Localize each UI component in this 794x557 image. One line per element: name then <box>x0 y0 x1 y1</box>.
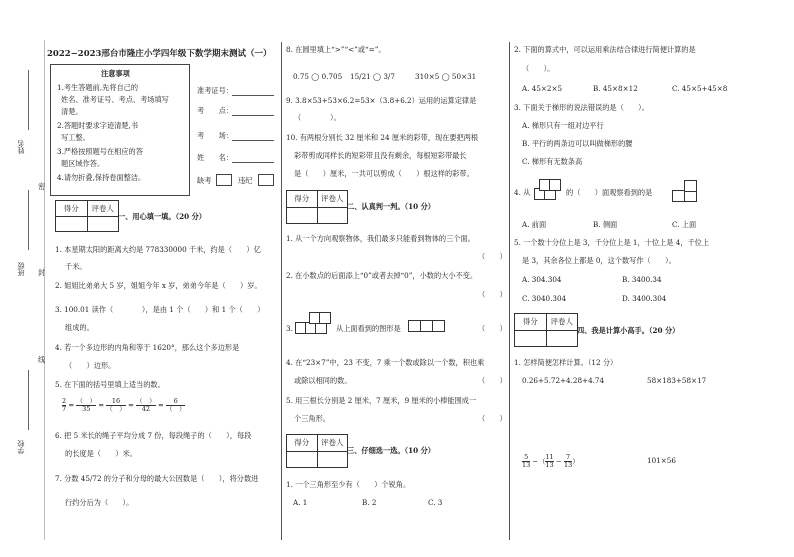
judge-4-line1: 4. 在“23×7”中，23 不变，7 乘一个数或除以一个数，积也乘 <box>286 358 485 367</box>
choice-3-option-a[interactable]: A. 梯形只有一组对边平行 <box>522 121 604 130</box>
score-label: 得分 <box>287 191 318 207</box>
q2: 2. 姐姐比弟弟大 5 岁，姐姐今年 x 岁，弟弟今年是（ ）岁。 <box>55 281 262 290</box>
fraction: $\frac{5}{13}$ <box>522 453 531 469</box>
section-4-title: 四、我是计算小高手。（20 分） <box>577 326 680 335</box>
column-divider-2 <box>509 42 510 540</box>
cube-stack-icon <box>295 310 335 340</box>
binding-school-label: 学校 <box>17 440 25 454</box>
choice-4-option-b[interactable]: B. 侧面 <box>593 220 618 229</box>
score-cell[interactable] <box>515 331 547 347</box>
judge-3-number: 3. <box>286 324 293 333</box>
choice-5-line2: 是 3，其余各位上都是 0，这个数写作（ ）。 <box>522 256 676 265</box>
notice-item: 姓名、准考证号、考点、考场填写 <box>61 95 169 104</box>
fraction: $\frac{16}{( )}$ <box>106 397 126 413</box>
site-label: 考 点： <box>197 106 233 115</box>
notice-item: 写工整。 <box>61 133 90 142</box>
room-label: 考 场： <box>197 131 233 140</box>
score-box-s3 <box>286 434 348 468</box>
site-field[interactable] <box>232 115 274 116</box>
section-3-title: 三、仔细选一选。（10 分） <box>347 446 435 455</box>
notice-item: 清楚。 <box>61 107 83 116</box>
choice-2: 2. 下面的算式中，可以运用乘法结合律进行简便计算的是 <box>514 45 696 54</box>
binding-fill-school <box>28 370 29 430</box>
q10-line1: 10. 有两根分别长 32 厘米和 24 厘米的彩带，现在要把两根 <box>286 133 479 142</box>
calc-1a: 0.26+5.72+4.28+4.74 <box>522 376 605 385</box>
fraction: $\frac{11}{13}$ <box>545 453 554 469</box>
judge-4-line2: 或除以相同的数。 <box>294 376 352 385</box>
score-cell[interactable] <box>56 217 88 232</box>
choice-4-option-c[interactable]: C. 上面 <box>672 220 697 229</box>
choice-3: 3. 下面关于梯形的说法错误的是（ ）。 <box>514 103 649 112</box>
binding-fill-class <box>28 190 29 250</box>
exam-title: 2022−2023邢台市隆庄小学四年级下数学期末测试（一） <box>47 49 272 59</box>
choice-2-paren: （ ）。 <box>522 64 555 73</box>
q7-line1: 7. 分数 45/72 的分子和分母的最大公因数是（ ），将分数进 <box>55 474 259 483</box>
score-box-s4 <box>514 313 578 347</box>
q5: 5. 在下面的括号里填上适当的数。 <box>55 380 165 389</box>
q10-line3: 是（ ）厘米，一共可以剪成（ ）根这样的彩带。 <box>294 169 474 178</box>
fraction: $\frac{( )}{42}$ <box>136 397 156 413</box>
section-2-title: 二、认真判一判。（10 分） <box>347 202 435 211</box>
q6-line1: 6. 把 5 米长的绳子平均分成 7 份，每段绳子的（ ），每段 <box>55 431 252 440</box>
calc-1c: $\frac{5}{13}$ −（ $\frac{11}{13}$ − $\frac{7}{13}$ ） <box>522 453 580 469</box>
notice-item: 3.严格按照题号在相应的答 <box>57 147 143 156</box>
score-box-s2 <box>286 190 348 224</box>
q6-line2: 的长度是（ ）米。 <box>65 449 137 458</box>
violation-checkbox[interactable] <box>258 174 274 186</box>
grader-label: 评卷人 <box>550 317 573 327</box>
q4-line1: 4. 若一个多边形的内角和等于 1620°，那么这个多边形是 <box>55 343 240 352</box>
judge-5-line1: 5. 用三根长分别是 2 厘米，7 厘米，9 厘米的小棒能围成一 <box>286 396 477 405</box>
score-box-s1 <box>55 200 119 232</box>
column-divider-1 <box>281 42 282 540</box>
admit-number-label: 准考证号： <box>197 86 233 95</box>
choice-2-option-b[interactable]: B. 45×8×12 <box>593 84 638 93</box>
q7-line2: 行约分后为（ ）。 <box>65 498 134 507</box>
judge-4-paren[interactable]: （ ） <box>478 376 507 385</box>
notice-item: 1.考生答题前,先将自己的 <box>57 83 139 92</box>
q9-line1: 9. 3.8×53+53×6.2=53×（3.8+6.2）运用的运算定律是 <box>286 96 477 105</box>
choice-1: 1. 一个三角形至少有（ ）个锐角。 <box>286 480 411 489</box>
notice-item: 4.请勿折叠,保持卷面整洁。 <box>57 173 146 182</box>
q10-line2: 彩带剪成同样长的短彩带且没有剩余，每根短彩带最长 <box>294 151 467 160</box>
grader-label: 评卷人 <box>91 203 114 213</box>
section-1-title: 一、用心填一填。（20 分） <box>118 212 206 221</box>
room-field[interactable] <box>232 140 274 141</box>
judge-1: 1. 从一个方向观察物体，我们最多只能看到物体的三个面。 <box>286 234 475 243</box>
violation-label: 违纪 <box>238 176 253 185</box>
q8-item-3: 310×5 ◯ 50×31 <box>415 72 477 81</box>
q1-line2: 千米。 <box>65 262 87 271</box>
score-label: 得分 <box>56 201 88 216</box>
notice-item: 2.答题时要求字迹清楚,书 <box>57 121 139 130</box>
fraction: $\frac{( )}{35}$ <box>76 397 96 413</box>
judge-2-paren[interactable]: （ ） <box>478 290 507 299</box>
choice-4-prefix: 4. 从 <box>514 188 531 197</box>
judge-5-paren[interactable]: （ ） <box>478 414 507 423</box>
grader-label: 评卷人 <box>321 438 344 448</box>
choice-3-option-b[interactable]: B. 平行的两条边可以叫做梯形的腰 <box>522 139 633 148</box>
fraction: $\frac{7}{13}$ <box>563 453 573 469</box>
top-view-icon <box>408 320 444 331</box>
binding-seal: 密 <box>38 182 46 191</box>
score-label: 得分 <box>515 314 547 330</box>
binding-xian: 线 <box>38 355 46 364</box>
absent-label: 缺考 <box>197 176 212 185</box>
grader-cell[interactable] <box>88 217 119 232</box>
q8-item-2: 15/21 ◯ 3/7 <box>350 72 395 81</box>
fraction: $\frac{6}{( )}$ <box>165 397 186 413</box>
choice-4-text: 的（ ）面观察看到的是 <box>566 188 653 197</box>
notice-heading: 注意事项 <box>101 69 130 78</box>
choice-5-option-b[interactable]: B. 3400.34 <box>622 275 662 284</box>
choice-1-option-b[interactable]: B. 2 <box>362 498 377 507</box>
calc-1-heading: 1. 怎样简便怎样计算。（12 分） <box>514 358 618 367</box>
judge-3: 从上面看到的图形是 <box>336 324 401 333</box>
choice-1-option-a[interactable]: A. 1 <box>293 498 308 507</box>
choice-3-option-c[interactable]: C. 梯形有无数条高 <box>522 157 583 166</box>
q8-item-1: 0.75 ◯ 0.705 <box>293 72 343 81</box>
q1-line1: 1. 本星期太阳的距离大约是 778330000 千米，约是（ ）亿 <box>55 245 261 254</box>
notice-item: 题区域作答。 <box>61 159 105 168</box>
choice-5-option-c[interactable]: C. 3040.304 <box>522 294 567 303</box>
solid-figure-icon <box>534 178 564 202</box>
binding-feng: 封 <box>38 268 46 277</box>
calc-1d: 101×56 <box>647 456 676 465</box>
choice-5-option-d[interactable]: D. 3400.304 <box>622 294 667 303</box>
grader-cell[interactable] <box>318 208 348 224</box>
binding-fill-name <box>28 70 29 130</box>
judge-3-paren[interactable]: （ ） <box>478 324 507 333</box>
judge-1-paren[interactable]: （ ） <box>478 252 507 261</box>
choice-2-option-c[interactable]: C. 45×5+45×8 <box>672 84 728 93</box>
binding-line <box>44 40 45 540</box>
grader-cell[interactable] <box>547 331 578 347</box>
q4-line2: （ ）边形。 <box>65 361 116 370</box>
name-field[interactable] <box>232 162 274 163</box>
choice-1-option-c[interactable]: C. 3 <box>428 498 443 507</box>
notice-box <box>50 64 190 196</box>
score-cell[interactable] <box>287 208 318 224</box>
q5-fraction-chain: $\frac{2}{7}$ = $\frac{( )}{35}$ = $\frac{16}{( )}$ = $\frac{( )}{42}$ = $\frac{6}{( )}$ <box>62 397 186 413</box>
choice-5-line1: 5. 一个数十分位上是 3，千分位上是 1，十位上是 4，千位上 <box>514 238 710 247</box>
absent-checkbox[interactable] <box>216 174 232 186</box>
q8: 8. 在圆里填上“>”“<”或“=”。 <box>286 45 386 54</box>
q3-line1: 3. 100.01 读作（ ），是由 1 个（ ）和 1 个（ ） <box>55 305 265 314</box>
view-result-icon <box>672 180 698 202</box>
binding-name-label: 姓名 <box>17 140 25 154</box>
grader-label: 评卷人 <box>321 194 344 204</box>
binding-class-label: 班级 <box>17 262 25 276</box>
choice-4-option-a[interactable]: A. 前面 <box>522 220 547 229</box>
choice-2-option-a[interactable]: A. 45×2×5 <box>522 84 563 93</box>
name-label: 姓 名： <box>197 153 233 162</box>
grader-cell[interactable] <box>318 452 348 468</box>
fraction: $\frac{2}{7}$ <box>62 397 67 413</box>
calc-1b: 58×183+58×17 <box>647 376 707 385</box>
judge-2: 2. 在小数点的后面添上“0”或者去掉“0”，小数的大小不变。 <box>286 271 478 280</box>
score-cell[interactable] <box>287 452 318 468</box>
choice-5-option-a[interactable]: A. 304.304 <box>522 275 562 284</box>
q3-line2: 组成的。 <box>65 323 94 332</box>
q9-line2: （ ）。 <box>294 113 341 122</box>
judge-5-line2: 个三角形。 <box>294 414 330 423</box>
score-label: 得分 <box>287 435 318 451</box>
admit-number-field[interactable] <box>232 95 274 96</box>
